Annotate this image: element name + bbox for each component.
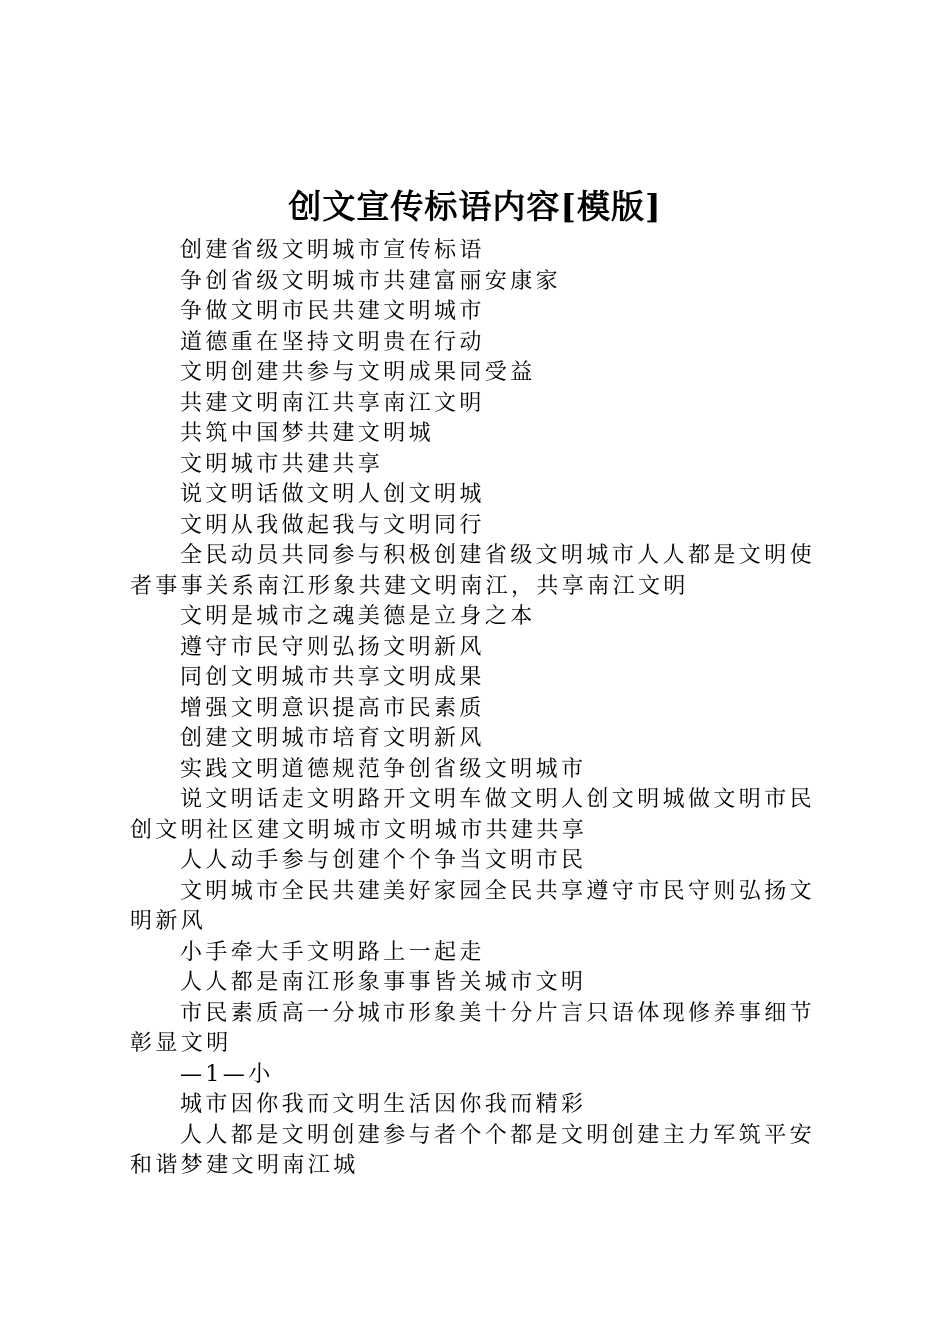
paragraph: 争做文明市民共建文明城市 [180, 299, 485, 324]
paragraph: 实践文明道德规范争创省级文明城市 [180, 756, 587, 782]
paragraph: 遵守市民守则弘扬文明新风 [180, 634, 485, 660]
paragraph: 文明从我做起我与文明同行 [180, 512, 485, 538]
document-body [130, 236, 834, 1182]
paragraph: 文明城市共建共享 [180, 451, 384, 477]
paragraph: 说文明话走文明路开文明车做文明人创文明城做文明市民创文明社区建文明城市文明城市共建共享 [130, 787, 816, 843]
paragraph: 说文明话做文明人创文明城 [180, 482, 485, 507]
paragraph: 创建文明城市培育文明新风 [180, 726, 485, 751]
paragraph: 人人都是南江形象事事皆关城市文明 [180, 970, 587, 995]
paragraph: 文明城市全民共建美好家园全民共享遵守市民守则弘扬文明新风 [130, 878, 816, 934]
paragraph: 共建文明南江共享南江文明 [180, 390, 485, 416]
paragraph: 人人动手参与创建个个争当文明市民 [180, 848, 587, 873]
paragraph: 增强文明意识提高市民素质 [180, 695, 485, 721]
paragraph: 文明创建共参与文明成果同受益 [180, 360, 536, 385]
paragraph: 创建省级文明城市宣传标语 [180, 238, 485, 263]
document-title: 创文宣传标语内容[模版] [288, 187, 662, 226]
paragraph: 同创文明城市共享文明成果 [180, 665, 485, 690]
paragraph: 全民动员共同参与积极创建省级文明城市人人都是文明使者事事关系南江形象共建文明南江，共享南江文明 [130, 543, 816, 599]
paragraph: 城市因你我而文明生活因你我而精彩 [180, 1092, 587, 1117]
page-footer-marker: —1—小 [180, 1061, 274, 1087]
paragraph: 小手牵大手文明路上一起走 [180, 939, 485, 965]
paragraph: 文明是城市之魂美德是立身之本 [180, 604, 536, 629]
paragraph: 争创省级文明城市共建富丽安康家 [180, 268, 562, 294]
paragraph: 市民素质高一分城市形象美十分片言只语体现修养事细节彰显文明 [130, 1000, 816, 1056]
paragraph: 共筑中国梦共建文明城 [180, 421, 435, 446]
paragraph: 道德重在坚持文明贵在行动 [180, 329, 485, 355]
paragraph: 人人都是文明创建参与者个个都是文明创建主力军筑平安和谐梦建文明南江城 [130, 1122, 816, 1178]
